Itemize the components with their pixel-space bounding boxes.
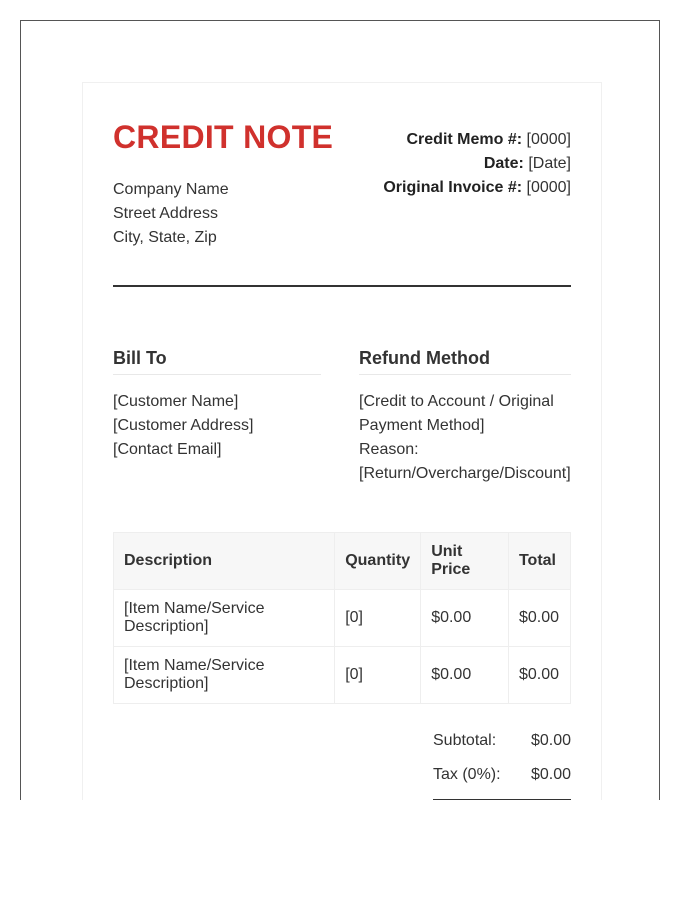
item-total: $0.00 bbox=[508, 647, 570, 704]
tax-value: $0.00 bbox=[530, 766, 571, 783]
table-header-row bbox=[114, 533, 571, 590]
company-street: Street Address bbox=[113, 205, 218, 222]
refund-method-line-1: [Credit to Account / Original bbox=[359, 393, 554, 410]
table-row bbox=[114, 647, 571, 704]
reason-value: [Return/Overcharge/Discount] bbox=[359, 465, 571, 482]
company-city: City, State, Zip bbox=[113, 229, 217, 246]
date-value: [Date] bbox=[528, 155, 571, 172]
customer-address: [Customer Address] bbox=[113, 417, 254, 434]
credit-note-document bbox=[82, 82, 602, 800]
credit-memo-value: [0000] bbox=[526, 131, 571, 148]
contact-email: [Contact Email] bbox=[113, 441, 222, 458]
column-header-quantity: Quantity bbox=[335, 533, 421, 590]
credit-memo-label: Credit Memo #: bbox=[406, 131, 523, 148]
reason-label: Reason: bbox=[359, 441, 419, 458]
tax-label: Tax (0%): bbox=[433, 766, 501, 783]
table-row bbox=[114, 590, 571, 647]
totals-divider bbox=[433, 799, 571, 800]
customer-name: [Customer Name] bbox=[113, 393, 239, 410]
document-meta bbox=[383, 128, 571, 200]
date-label: Date: bbox=[483, 155, 524, 172]
credit-memo-number bbox=[383, 128, 571, 152]
item-quantity: [0] bbox=[335, 647, 421, 704]
original-invoice-label: Original Invoice #: bbox=[383, 179, 523, 196]
header-divider bbox=[113, 285, 571, 287]
totals-summary bbox=[433, 729, 571, 800]
column-header-description: Description bbox=[114, 533, 335, 590]
item-description: [Item Name/Service Description] bbox=[114, 590, 335, 647]
line-items-table bbox=[113, 532, 571, 704]
item-unit-price: $0.00 bbox=[421, 590, 509, 647]
original-invoice-row bbox=[383, 176, 571, 200]
item-unit-price: $0.00 bbox=[421, 647, 509, 704]
company-address bbox=[113, 178, 229, 250]
column-header-unit-price: Unit Price bbox=[421, 533, 509, 590]
item-quantity: [0] bbox=[335, 590, 421, 647]
refund-method-details bbox=[359, 390, 581, 486]
subtotal-value: $0.00 bbox=[530, 732, 571, 749]
subtotal-label: Subtotal: bbox=[433, 732, 497, 749]
company-name: Company Name bbox=[113, 181, 229, 198]
column-header-total: Total bbox=[508, 533, 570, 590]
refund-method-heading: Refund Method bbox=[359, 348, 571, 375]
item-total: $0.00 bbox=[508, 590, 570, 647]
date-row bbox=[383, 152, 571, 176]
item-description: [Item Name/Service Description] bbox=[114, 647, 335, 704]
original-invoice-value: [0000] bbox=[526, 179, 571, 196]
subtotal-row bbox=[433, 729, 571, 763]
bill-to-heading: Bill To bbox=[113, 348, 321, 375]
document-title: CREDIT NOTE bbox=[113, 119, 334, 155]
refund-method-line-2: Payment Method] bbox=[359, 417, 485, 434]
tax-row bbox=[433, 763, 571, 797]
page-frame bbox=[20, 20, 660, 800]
bill-to-details bbox=[113, 390, 254, 462]
